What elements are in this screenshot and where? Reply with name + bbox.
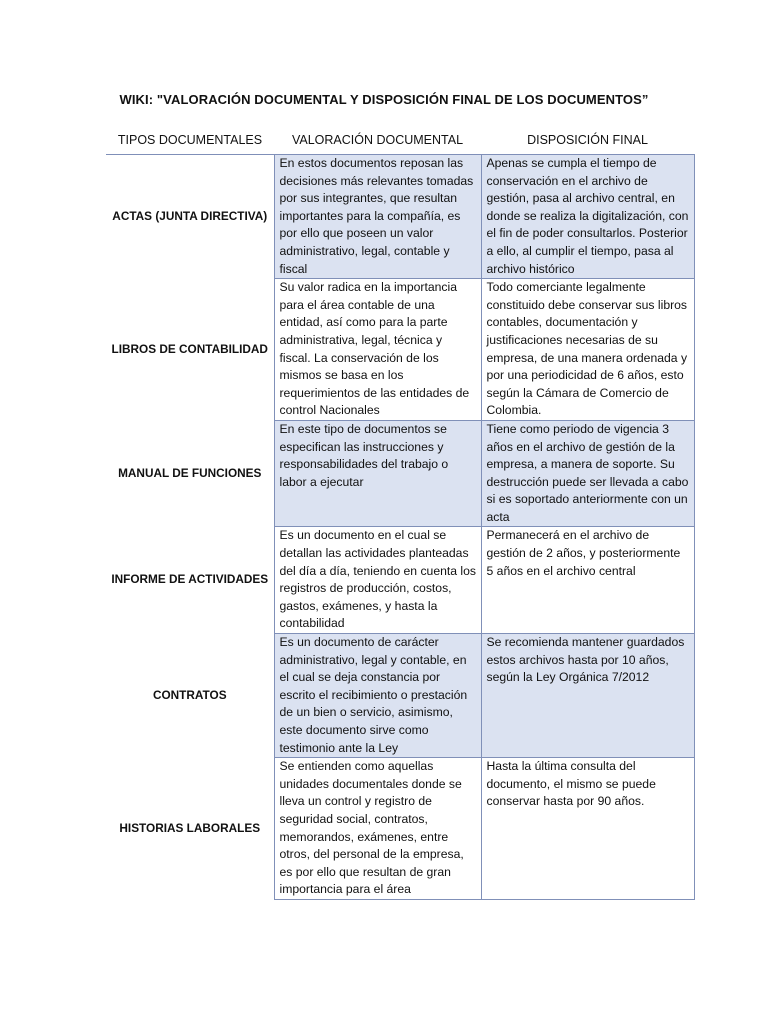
row-type: CONTRATOS [152,687,227,702]
header-tipos-documentales: TIPOS DOCUMENTALES [106,128,274,155]
document-table [106,128,695,900]
row-type: MANUAL DE FUNCIONES [118,465,262,480]
row-valuation: Su valor radica en la importancia para el área contable de una entidad, así como para la parte administrativa, legal, técnica y fiscal. La conservación de los mismos se basa en los requerimientos de las entidades de control Nacionales [274,279,481,421]
table-row [106,758,694,900]
row-disposition: Apenas se cumpla el tiempo de conservación en el archivo de gestión, pasa al archivo central, en donde se realiza la digitalización, con el fin de poder consultarlos. Posterior a ello, al cumplir el tiempo, pasa al archivo histórico [481,155,694,279]
row-disposition: Hasta la última consulta del documento, el mismo se puede conservar hasta por 90 años. [481,758,694,900]
row-type: ACTAS (JUNTA DIRECTIVA) [112,209,268,224]
table-row [106,634,694,758]
table-row [106,527,694,634]
row-disposition: Todo comerciante legalmente constituido debe conservar sus libros contables, documentación y justificaciones necesarias de su empresa, de una manera ordenada y por una periodicidad de 6 años, esto según la Cámara de Comercio de Colombia. [481,279,694,421]
row-disposition: Tiene como periodo de vigencia 3 años en el archivo de gestión de la empresa, a manera de soporte. Su destrucción puede ser llevada a cabo si es soportado anteriormente con un acta [481,420,694,527]
row-type: HISTORIAS LABORALES [119,820,261,835]
table-row [106,279,694,421]
row-valuation: Se entienden como aquellas unidades documentales donde se lleva un control y registro de seguridad social, contratos, memorandos, exámenes, entre otros, del personal de la empresa, es por ello que resultan de gran importancia para el área [274,758,481,900]
header-disposicion-final: DISPOSICIÓN FINAL [481,128,694,155]
page-title: WIKI: "VALORACIÓN DOCUMENTAL Y DISPOSICIÓN FINAL DE LOS DOCUMENTOS” [119,92,649,107]
row-valuation: En este tipo de documentos se especifican las instrucciones y responsabilidades del trabajo o labor a ejecutar [274,420,481,527]
table-row [106,420,694,527]
row-disposition: Se recomienda mantener guardados estos archivos hasta por 10 años, según la Ley Orgánica 7/2012 [481,634,694,758]
table-header-row [106,128,694,155]
table-row [106,155,694,279]
row-valuation: Es un documento de carácter administrativo, legal y contable, en el cual se deja constancia por escrito el recibimiento o prestación de un bien o servicio, asimismo, este documento sirve como testimonio ante la Ley [274,634,481,758]
row-valuation: Es un documento en el cual se detallan las actividades planteadas del día a día, teniendo en cuenta los registros de producción, costos, gastos, exámenes, y hasta la contabilidad [274,527,481,634]
header-valoracion-documental: VALORACIÓN DOCUMENTAL [274,128,481,155]
row-type: LIBROS DE CONTABILIDAD [111,341,268,356]
row-valuation: En estos documentos reposan las decisiones más relevantes tomadas por sus integrantes, que resultan importantes para la compañía, es por ello que poseen un valor administrativo, legal, contable y fiscal [274,155,481,279]
row-disposition: Permanecerá en el archivo de gestión de 2 años, y posteriormente 5 años en el archivo central [481,527,694,634]
row-type: INFORME DE ACTIVIDADES [111,572,269,587]
